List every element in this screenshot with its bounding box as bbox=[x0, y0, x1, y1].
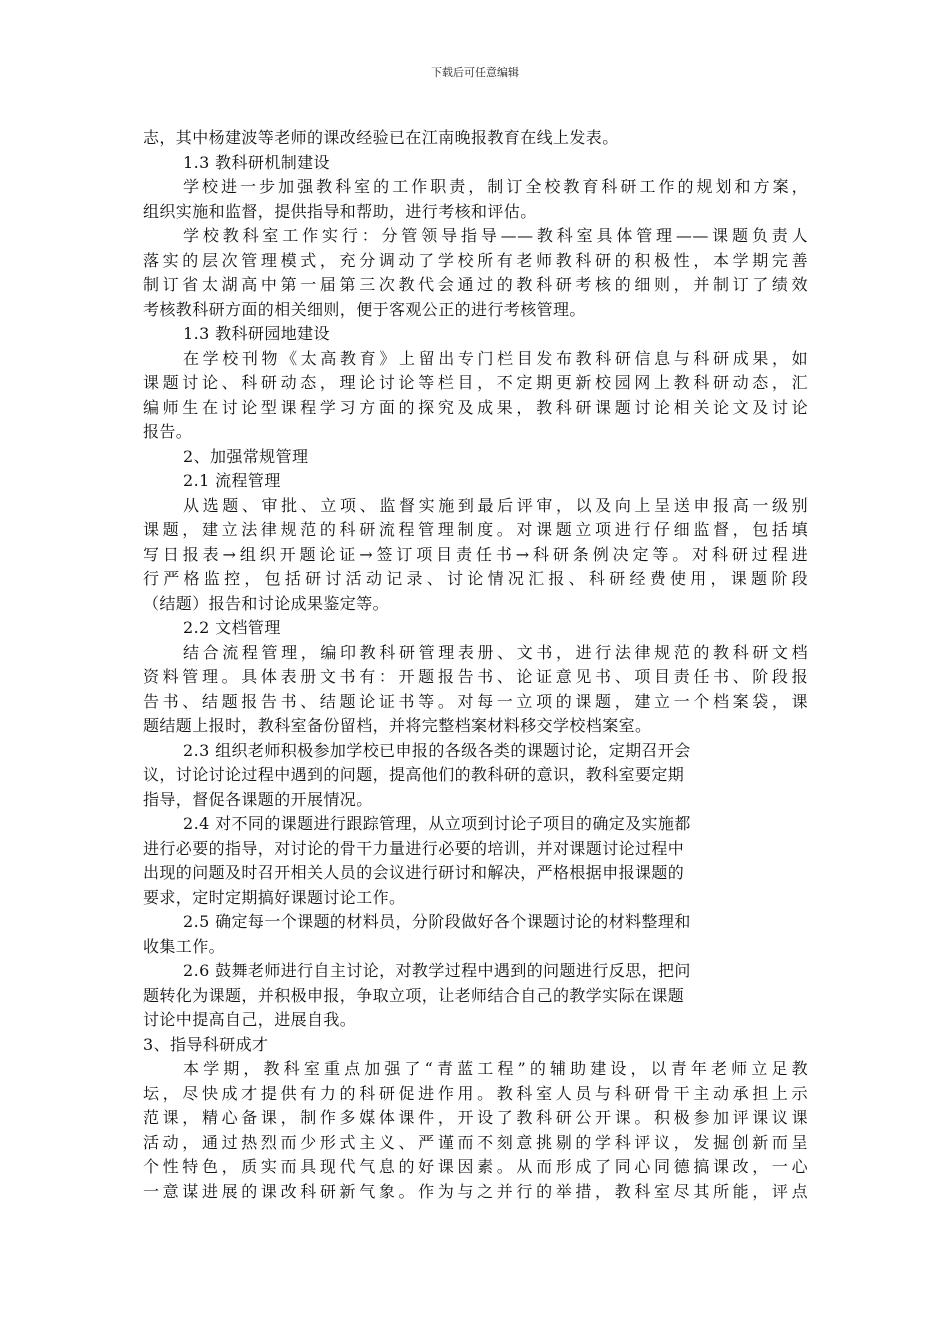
text-line: 收集工作。 bbox=[143, 936, 226, 956]
text-line: 一意谋进展的课改科研新气象。作为与之并行的举措，教科室尽其所能，评点 bbox=[143, 1181, 808, 1201]
text-line: 资料管理。具体表册文书有：开题报告书、论证意见书、项目责任书、阶段报 bbox=[143, 667, 808, 686]
text-line: 题转化为课题，并积极申报，争取立项，让老师结合自己的教学实际在课题 bbox=[143, 985, 685, 1005]
text-line: 志，其中杨建波等老师的课改经验已在江南晚报教育在线上发表。 bbox=[143, 128, 619, 147]
text-line: 活动，通过热烈而少形式主义、严谨而不刻意挑剔的学科评议，发掘创新而呈 bbox=[143, 1132, 808, 1152]
text-line: 学校教科室工作实行：分管领导指导——教科室具体管理——课题负责人 bbox=[183, 226, 808, 245]
text-line: 要求，定时定期搞好课题讨论工作。 bbox=[143, 887, 406, 907]
text-line: 2.2 文档管理 bbox=[183, 618, 281, 637]
text-line: 告书、结题报告书、结题论证书等。对每一立项的课题，建立一个档案袋，课 bbox=[143, 691, 808, 711]
text-line: 讨论中提高自己，进展自我。 bbox=[143, 1010, 357, 1029]
text-line: 1.3 教科研机制建设 bbox=[183, 152, 330, 172]
document-body bbox=[143, 126, 808, 1204]
text-line: （结题）报告和讨论成果鉴定等。 bbox=[143, 593, 390, 613]
text-line: 学校进一步加强教科室的工作职责，制订全校教育科研工作的规划和方案， bbox=[183, 177, 808, 196]
text-line: 组织实施和监督，提供指导和帮助，进行考核和评估。 bbox=[143, 201, 537, 221]
text-line: 本学期，教科室重点加强了“青蓝工程”的辅助建设，以青年老师立足教 bbox=[183, 1059, 808, 1078]
text-line: 出现的问题及时召开相关人员的会议进行研讨和解决，严格根据申报课题的 bbox=[143, 863, 685, 882]
text-line: 2.5 确定每一个课题的材料员，分阶段做好各个课题讨论的材料整理和 bbox=[183, 912, 691, 931]
text-line: 题结题上报时，教科室备份留档，并将完整档案材料移交学校档案室。 bbox=[143, 716, 652, 735]
text-line: 范课，精心备课，制作多媒体课件，开设了教科研公开课。积极参加评课议课 bbox=[143, 1108, 808, 1127]
text-line: 结合流程管理，编印教科研管理表册、文书，进行法律规范的教科研文档 bbox=[183, 642, 808, 662]
text-line: 议，讨论讨论过程中遇到的问题，提高他们的教科研的意识，教科室要定期 bbox=[143, 765, 685, 784]
text-line: 编师生在讨论型课程学习方面的探究及成果，教科研课题讨论相关论文及讨论 bbox=[143, 397, 808, 417]
text-line: 课题，建立法律规范的科研流程管理制度。对课题立项进行仔细监督，包括填 bbox=[143, 520, 808, 539]
text-line: 3、指导科研成才 bbox=[143, 1034, 269, 1054]
text-line: 从选题、审批、立项、监督实施到最后评审，以及向上呈送申报高一级别 bbox=[183, 495, 808, 515]
text-line: 个性特色，质实而具现代气息的好课因素。从而形成了同心同德搞课改，一心 bbox=[143, 1157, 808, 1176]
text-line: 指导，督促各课题的开展情况。 bbox=[143, 789, 373, 809]
text-line: 2.4 对不同的课题进行跟踪管理，从立项到讨论子项目的确定及实施都 bbox=[183, 814, 691, 833]
text-line: 落实的层次管理模式，充分调动了学校所有老师教科研的积极性，本学期完善 bbox=[143, 250, 808, 270]
text-line: 考核教科研方面的相关细则，便于客观公正的进行考核管理。 bbox=[143, 299, 586, 319]
text-line: 制订省太湖高中第一届第三次教代会通过的教科研考核的细则，并制订了绩效 bbox=[143, 275, 808, 294]
text-line: 坛，尽快成才提供有力的科研促进作用。教科室人员与科研骨干主动承担上示 bbox=[143, 1083, 808, 1103]
text-line: 1.3 教科研园地建设 bbox=[183, 324, 330, 343]
text-line: 2.3 组织老师积极参加学校已申报的各级各类的课题讨论，定期召开会 bbox=[183, 740, 691, 760]
text-line: 课题讨论、科研动态，理论讨论等栏目，不定期更新校园网上教科研动态，汇 bbox=[143, 373, 808, 392]
text-line: 2.6 鼓舞老师进行自主讨论，对教学过程中遇到的问题进行反思，把问 bbox=[183, 961, 691, 980]
text-line: 报告。 bbox=[143, 422, 193, 441]
text-line: 行严格监控，包括研讨活动记录、讨论情况汇报、科研经费使用，课题阶段 bbox=[143, 569, 808, 588]
text-line: 写日报表→组织开题论证→签订项目责任书→科研条例决定等。对科研过程进 bbox=[143, 544, 808, 564]
text-line: 2.1 流程管理 bbox=[183, 471, 281, 490]
page-header: 下载后可任意编辑 bbox=[431, 66, 519, 79]
text-line: 在学校刊物《太高教育》上留出专门栏目发布教科研信息与科研成果，如 bbox=[183, 348, 808, 368]
text-line: 2、加强常规管理 bbox=[183, 446, 309, 466]
text-line: 进行必要的指导，对讨论的骨干力量进行必要的培训，并对课题讨论过程中 bbox=[143, 838, 685, 858]
